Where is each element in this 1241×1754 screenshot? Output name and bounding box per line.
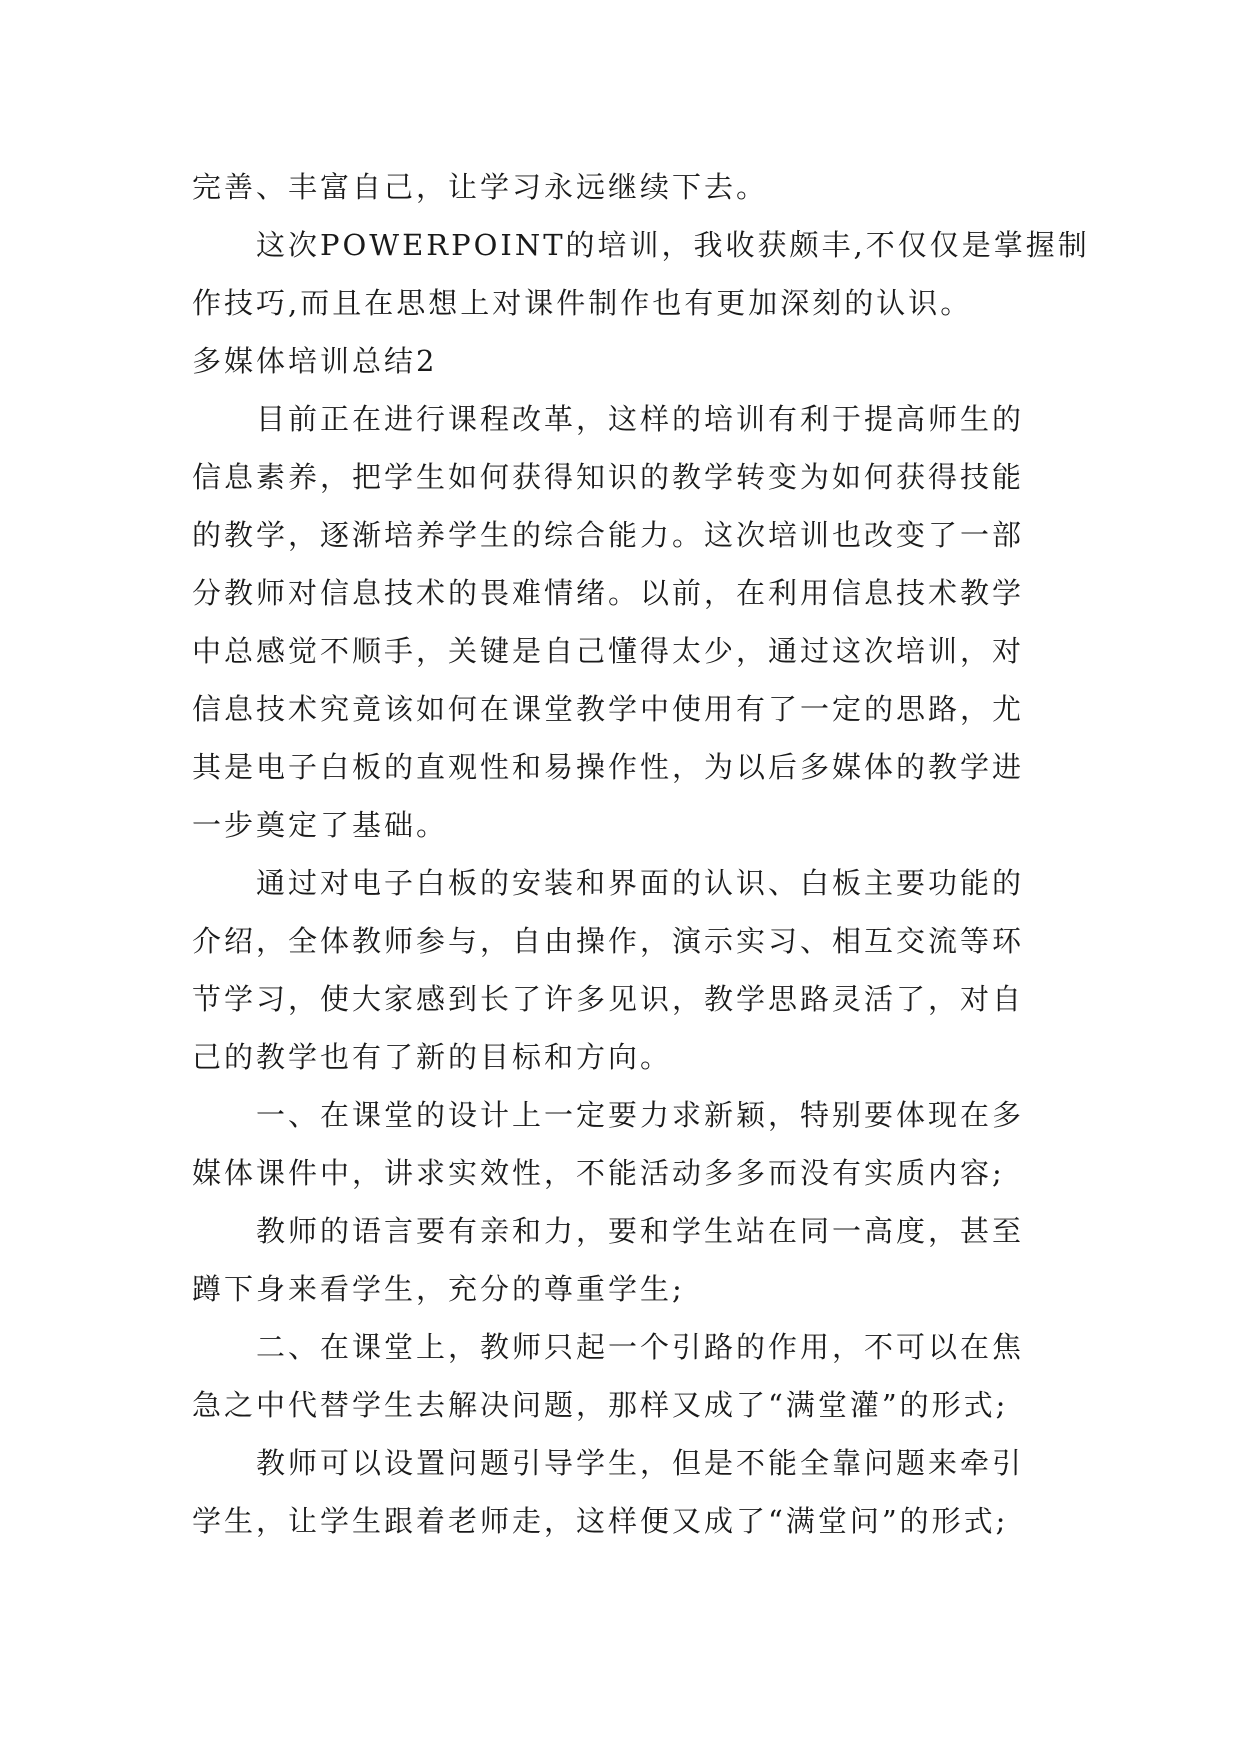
text-line-3: 作技巧,而且在思想上对课件制作也有更加深刻的认识。: [192, 286, 973, 320]
text-line-14: 介绍，全体教师参与，自由操作，演示实习、相互交流等环: [192, 924, 1025, 958]
text-line-6: 信息素养，把学生如何获得知识的教学转变为如何获得技能: [192, 460, 1025, 494]
text-line-20: 蹲下身来看学生，充分的尊重学生;: [192, 1272, 685, 1306]
text-line-21: 二、在课堂上，教师只起一个引路的作用，不可以在焦: [256, 1330, 1025, 1364]
text-line-5: 目前正在进行课程改革，这样的培训有利于提高师生的: [256, 402, 1025, 436]
section-heading: 多媒体培训总结2: [192, 344, 438, 378]
text-line-10: 信息技术究竟该如何在课堂教学中使用有了一定的思路，尤: [192, 692, 1025, 726]
text-line-12: 一步奠定了基础。: [192, 808, 449, 842]
text-line-24: 学生，让学生跟着老师走，这样便又成了“满堂问”的形式;: [192, 1504, 1009, 1538]
text-line-7: 的教学，逐渐培养学生的综合能力。这次培训也改变了一部: [192, 518, 1025, 552]
text-line-11: 其是电子白板的直观性和易操作性，为以后多媒体的教学进: [192, 750, 1025, 784]
text-line-23: 教师可以设置问题引导学生，但是不能全靠问题来牵引: [256, 1446, 1025, 1480]
text-line-15: 节学习，使大家感到长了许多见识，教学思路灵活了，对自: [192, 982, 1025, 1016]
document-body: [192, 158, 1090, 1550]
text-line-19: 教师的语言要有亲和力，要和学生站在同一高度，甚至: [256, 1214, 1025, 1248]
text-line-9: 中总感觉不顺手，关键是自己懂得太少，通过这次培训，对: [192, 634, 1025, 668]
text-line-2: 这次POWERPOINT的培训，我收获颇丰,不仅仅是掌握制: [256, 228, 1090, 262]
text-line-16: 己的教学也有了新的目标和方向。: [192, 1040, 673, 1074]
text-line-18: 媒体课件中，讲求实效性，不能活动多多而没有实质内容;: [192, 1156, 1005, 1190]
text-line-8: 分教师对信息技术的畏难情绪。以前，在利用信息技术教学: [192, 576, 1025, 610]
text-line-22: 急之中代替学生去解决问题，那样又成了“满堂灌”的形式;: [192, 1388, 1009, 1422]
text-line-13: 通过对电子白板的安装和界面的认识、白板主要功能的: [256, 866, 1025, 900]
text-line-17: 一、在课堂的设计上一定要力求新颖，特别要体现在多: [256, 1098, 1025, 1132]
text-line-1: 完善、丰富自己，让学习永远继续下去。: [192, 170, 769, 204]
